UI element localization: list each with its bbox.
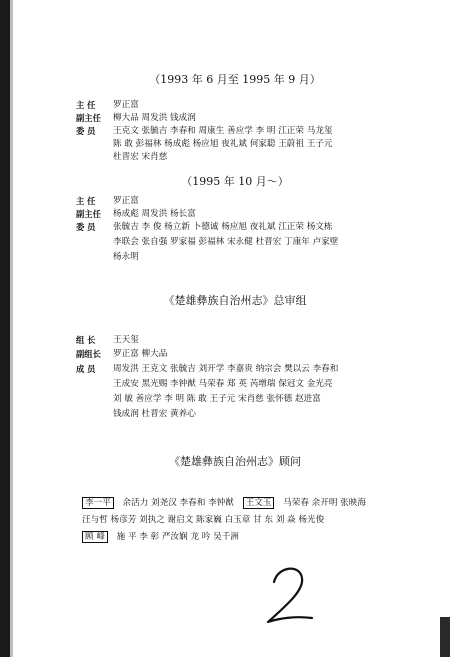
role-label: 副主任: [76, 113, 101, 123]
role-label: 副组长: [76, 349, 101, 359]
role-label: 主 任: [76, 196, 96, 206]
advisor-names: 汪与哲 杨彦芳 刘执之 谢启文 陈家巍 白玉章 甘 东 刘 焱 杨光俊: [82, 515, 325, 525]
member-names: 王克文 张毓吉 李春和 周康生 善应学 李 明 江正荣 马龙玺: [113, 126, 333, 136]
period-heading-1: （1993 年 6 月至 1995 年 9 月）: [149, 73, 321, 86]
member-names: 刘 敏 善应学 李 明 陈 敢 王子元 宋肖慈 张怀德 赵进富: [113, 394, 321, 404]
member-names: 柳大品 周发洪 钱成润: [113, 113, 196, 123]
member-names: 钱成润 杜晋宏 黄养心: [113, 409, 196, 419]
advisor-row: [82, 531, 239, 544]
section-title-review-group: 《楚雄彝族自治州志》总审组: [163, 294, 307, 307]
member-names: 王天玺: [113, 335, 139, 345]
member-names: 李联会 张自强 罗家福 彭福林 宋永健 杜晋宏 丁康年 卢家壁: [113, 237, 339, 247]
member-names: 罗正富 柳大品: [113, 349, 168, 359]
role-label: 委 员: [76, 222, 96, 232]
member-names: 杨成彪 周发洪 杨长富: [113, 209, 196, 219]
member-names: 王成安 黑光赐 李钟猷 马荣春 郑 英 芮增瑞 保冠文 金光亮: [113, 379, 333, 389]
boxed-name: 王文玉: [243, 497, 275, 509]
member-names: 张毓吉 李 俊 杨立新 卜德诚 杨应旭 夜礼斌 江正荣 杨文栋: [113, 222, 333, 232]
member-names: 杜晋宏 宋肖慈: [113, 152, 168, 162]
advisor-row: [82, 497, 366, 510]
role-label: 委 员: [76, 126, 96, 136]
advisor-names: 马荣春 余开明 张映海: [283, 498, 366, 508]
member-names: 罗正富: [113, 196, 139, 206]
member-names: 周发洪 王克文 张毓吉 刘开学 李嘉贵 纳宗会 樊以云 李春和: [113, 364, 339, 374]
role-label: 组 长: [76, 335, 96, 345]
boxed-name: 顾 峰: [82, 531, 108, 543]
binding-edge: [0, 0, 10, 657]
page-edge-shadow: [10, 0, 13, 657]
role-label: 成 员: [76, 364, 96, 374]
member-names: 陈 敢 彭福林 杨成彪 杨应旭 夜礼斌 何家聪 王蔚祖 王子元: [113, 139, 333, 149]
role-label: 副主任: [76, 209, 101, 219]
member-names: 罗正富: [113, 100, 139, 110]
boxed-name: 李一平: [82, 497, 114, 509]
role-label: 主 任: [76, 100, 96, 110]
section-title-advisors: 《楚雄彝族自治州志》顾问: [169, 455, 301, 468]
advisor-names: 施 平 李 彰 严汝娴 龙 吟 吴千洲: [116, 532, 239, 542]
advisor-names: 余活力 刘尧汉 李春和 李钟猷: [122, 498, 234, 508]
member-names: 杨永明: [113, 252, 139, 262]
scan-corner-shadow: [440, 617, 450, 657]
advisor-row: [82, 514, 324, 527]
handwritten-mark: [258, 560, 318, 630]
period-heading-2: （1995 年 10 月～）: [181, 175, 289, 188]
